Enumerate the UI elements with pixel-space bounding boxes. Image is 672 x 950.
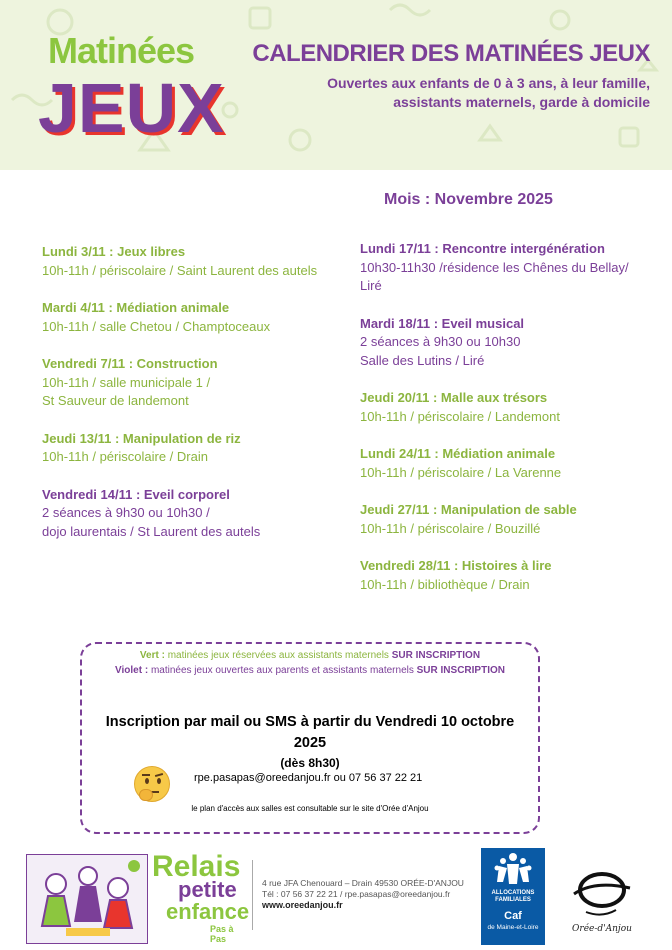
plan-note: le plan d'accès aux salles est consultable sur le site d'Orée d'Anjou <box>191 804 429 813</box>
subtitle <box>290 74 650 112</box>
event-detail: 10h-11h / bibliothèque / Drain <box>360 576 530 592</box>
legend-violet <box>82 665 538 676</box>
event-item <box>42 243 362 280</box>
event-item <box>360 389 672 426</box>
legend-violet-text: matinées jeux ouvertes aux parents et assistants maternels <box>148 665 417 676</box>
thinking-face-hand <box>139 789 153 801</box>
event-title: Vendredi 7/11 : Construction <box>42 356 218 371</box>
caf-line2: Caf <box>504 910 522 922</box>
event-detail: 2 séances à 9h30 ou 10h30 / <box>42 505 210 520</box>
rpe-logo-line3: enfance <box>166 899 250 924</box>
event-title: Jeudi 13/11 : Manipulation de riz <box>42 430 241 446</box>
header-band <box>0 0 672 170</box>
event-detail: dojo laurentais / St Laurent des autels <box>42 523 261 539</box>
inscription-line2: 2025 <box>293 735 327 751</box>
month-heading: Mois : Novembre 2025 <box>384 191 553 208</box>
inscription-time: (dès 8h30) <box>280 756 340 770</box>
relais-petite-enfance-logo <box>152 852 248 942</box>
logo-line2: JEUX <box>38 69 225 147</box>
event-item <box>360 557 672 594</box>
event-item <box>360 501 672 538</box>
contact-info[interactable]: rpe.pasapas@oreedanjou.fr ou 07 56 37 22 21 <box>194 772 423 784</box>
event-title: Mardi 18/11 : Eveil musical <box>360 315 525 331</box>
event-title: Jeudi 27/11 : Manipulation de sable <box>360 502 577 517</box>
rpe-logo-line2: petite <box>178 877 237 902</box>
event-title: Lundi 24/11 : Médiation animale <box>360 446 556 461</box>
rpe-logo-line4: Pas à Pas <box>210 924 234 944</box>
event-detail: 10h30-11h30 /résidence les Chênes du Bellay/ <box>360 259 629 275</box>
event-detail: 10h-11h / périscolaire / Landemont <box>360 408 560 424</box>
logo-line1: Matinées <box>48 30 195 71</box>
event-item <box>42 299 362 336</box>
website-link[interactable]: www.oreedanjou.fr <box>262 900 343 910</box>
legend-green-emph: SUR INSCRIPTION <box>391 650 481 661</box>
children-illustration <box>26 854 148 944</box>
events-left-column <box>42 243 362 541</box>
event-title: Lundi 17/11 : Rencontre intergénération <box>360 241 605 256</box>
event-detail: St Sauveur de landemont <box>42 393 189 408</box>
address-line1: 4 rue JFA Chenouard – Drain 49530 ORÉE-D'ANJOU <box>262 878 464 888</box>
event-detail: Salle des Lutins / Liré <box>360 352 485 368</box>
legend-violet-emph: SUR INSCRIPTION <box>416 665 505 676</box>
event-title: Vendredi 28/11 : Histoires à lire <box>360 558 552 573</box>
legend-green-text: matinées jeux réservées aux assistants maternels <box>164 650 392 661</box>
event-title: Vendredi 14/11 : Eveil corporel <box>42 486 230 502</box>
matinees-jeux-logo <box>30 30 230 155</box>
rpe-logo-line1: Relais <box>152 850 241 883</box>
event-detail: 10h-11h / salle Chetou / Champtoceaux <box>42 318 271 334</box>
legend-green-key: Vert : <box>139 650 165 661</box>
thinking-face-icon <box>134 766 170 802</box>
thinking-face-eye-left <box>145 778 149 784</box>
event-detail: Liré <box>360 278 382 293</box>
event-detail: 10h-11h / périscolaire / Bouzillé <box>360 520 541 536</box>
caf-family-icon <box>481 848 545 888</box>
caf-line3: de Maine-et-Loire <box>487 924 539 931</box>
event-title: Mardi 4/11 : Médiation animale <box>42 300 230 315</box>
inscription-line1: Inscription par mail ou SMS à partir du Vendredi 10 octobre <box>105 714 515 730</box>
event-item <box>360 445 672 482</box>
address-line2: Tél : 07 56 37 22 21 / rpe.pasapas@oreedanjou.fr <box>262 889 451 899</box>
footer <box>0 848 672 950</box>
event-title: Lundi 3/11 : Jeux libres <box>42 244 186 259</box>
thinking-face-eye-right <box>157 778 161 784</box>
event-detail: 10h-11h / périscolaire / La Varenne <box>360 464 562 480</box>
thinking-face-brow-left <box>142 774 150 776</box>
caf-logo <box>481 848 545 945</box>
oree-swirl-icon <box>566 862 638 922</box>
event-item <box>42 355 362 411</box>
event-detail: 2 séances à 9h30 ou 10h30 <box>360 334 521 349</box>
inscription-heading <box>82 712 538 754</box>
oree-name: Orée-d'Anjou <box>572 924 632 934</box>
legend-green <box>82 650 538 661</box>
event-item <box>360 240 672 296</box>
events-right-column <box>360 240 672 594</box>
legend-violet-key: Violet : <box>115 665 149 676</box>
event-detail: 10h-11h / périscolaire / Saint Laurent des autels <box>42 262 318 278</box>
subtitle-line1: Ouvertes aux enfants de 0 à 3 ans, à leur famille, <box>327 75 650 91</box>
oree-danjou-logo <box>566 862 638 942</box>
page-title: CALENDRIER DES MATINÉES JEUX <box>252 40 650 67</box>
event-detail: 10h-11h / périscolaire / Drain <box>42 449 208 464</box>
event-item <box>360 315 672 371</box>
event-detail: 10h-11h / salle municipale 1 / <box>42 374 211 390</box>
event-item <box>42 430 362 467</box>
footer-divider <box>252 860 253 930</box>
caf-line1: ALLOCATIONS FAMILIALES <box>491 890 535 903</box>
subtitle-line2: assistants maternels, garde à domicile <box>393 94 650 110</box>
event-title: Jeudi 20/11 : Malle aux trésors <box>360 390 548 405</box>
thinking-face-brow-right <box>155 773 163 777</box>
event-item <box>42 486 362 542</box>
info-box <box>80 642 540 834</box>
footer-address <box>262 878 464 911</box>
